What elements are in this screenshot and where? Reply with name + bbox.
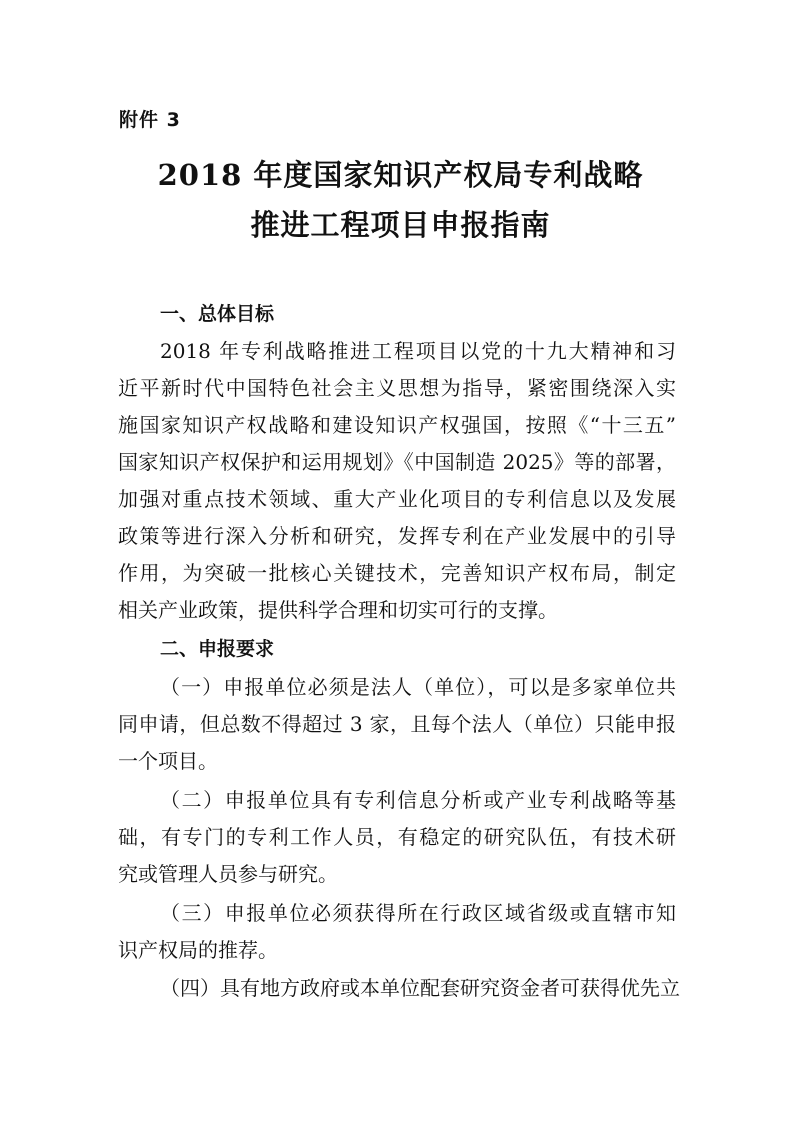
paragraph-line: 政策等进行深入分析和研究，发挥专利在产业发展中的引导 xyxy=(118,524,676,548)
requirement-item-2-line: 究或管理人员参与研究。 xyxy=(118,862,338,886)
requirement-item-1-line: 一个项目。 xyxy=(118,749,218,773)
attachment-label: 附件 3 xyxy=(119,109,181,131)
document-title-line-2: 推进工程项目申报指南 xyxy=(250,208,551,242)
paragraph-line: 国家知识产权保护和运用规划》《中国制造 2025》等的部署， xyxy=(118,450,676,474)
requirement-item-1-line: （一）申报单位必须是法人（单位），可以是多家单位共 xyxy=(160,675,676,699)
requirement-item-3-line: 识产权局的推荐。 xyxy=(118,938,278,962)
requirement-item-2-line: （二）申报单位具有专利信息分析或产业专利战略等基 xyxy=(160,788,676,812)
paragraph-line: 施国家知识产权战略和建设知识产权强国，按照《“十三五” xyxy=(118,413,676,437)
section-heading-requirements: 二、申报要求 xyxy=(160,638,275,660)
requirement-item-2-line: 础，有专门的专利工作人员，有稳定的研究队伍，有技术研 xyxy=(118,825,676,849)
paragraph-line: 近平新时代中国特色社会主义思想为指导，紧密围绕深入实 xyxy=(118,376,676,400)
paragraph-line: 2018 年专利战略推进工程项目以党的十九大精神和习 xyxy=(160,339,676,363)
requirement-item-4-line: （四）具有地方政府或本单位配套研究资金者可获得优先立 xyxy=(160,976,680,1000)
section-heading-overall-goals: 一、总体目标 xyxy=(160,303,275,325)
document-title-line-1: 2018 年度国家知识产权局专利战略 xyxy=(157,158,644,192)
requirement-item-3-line: （三）申报单位必须获得所在行政区域省级或直辖市知 xyxy=(160,901,676,925)
paragraph-line: 相关产业政策，提供科学合理和切实可行的支撑。 xyxy=(118,598,558,622)
paragraph-line: 作用，为突破一批核心关键技术，完善知识产权布局，制定 xyxy=(118,561,676,585)
requirement-item-1-line: 同申请，但总数不得超过 3 家，且每个法人（单位）只能申报 xyxy=(118,712,676,736)
paragraph-line: 加强对重点技术领域、重大产业化项目的专利信息以及发展 xyxy=(118,487,676,511)
